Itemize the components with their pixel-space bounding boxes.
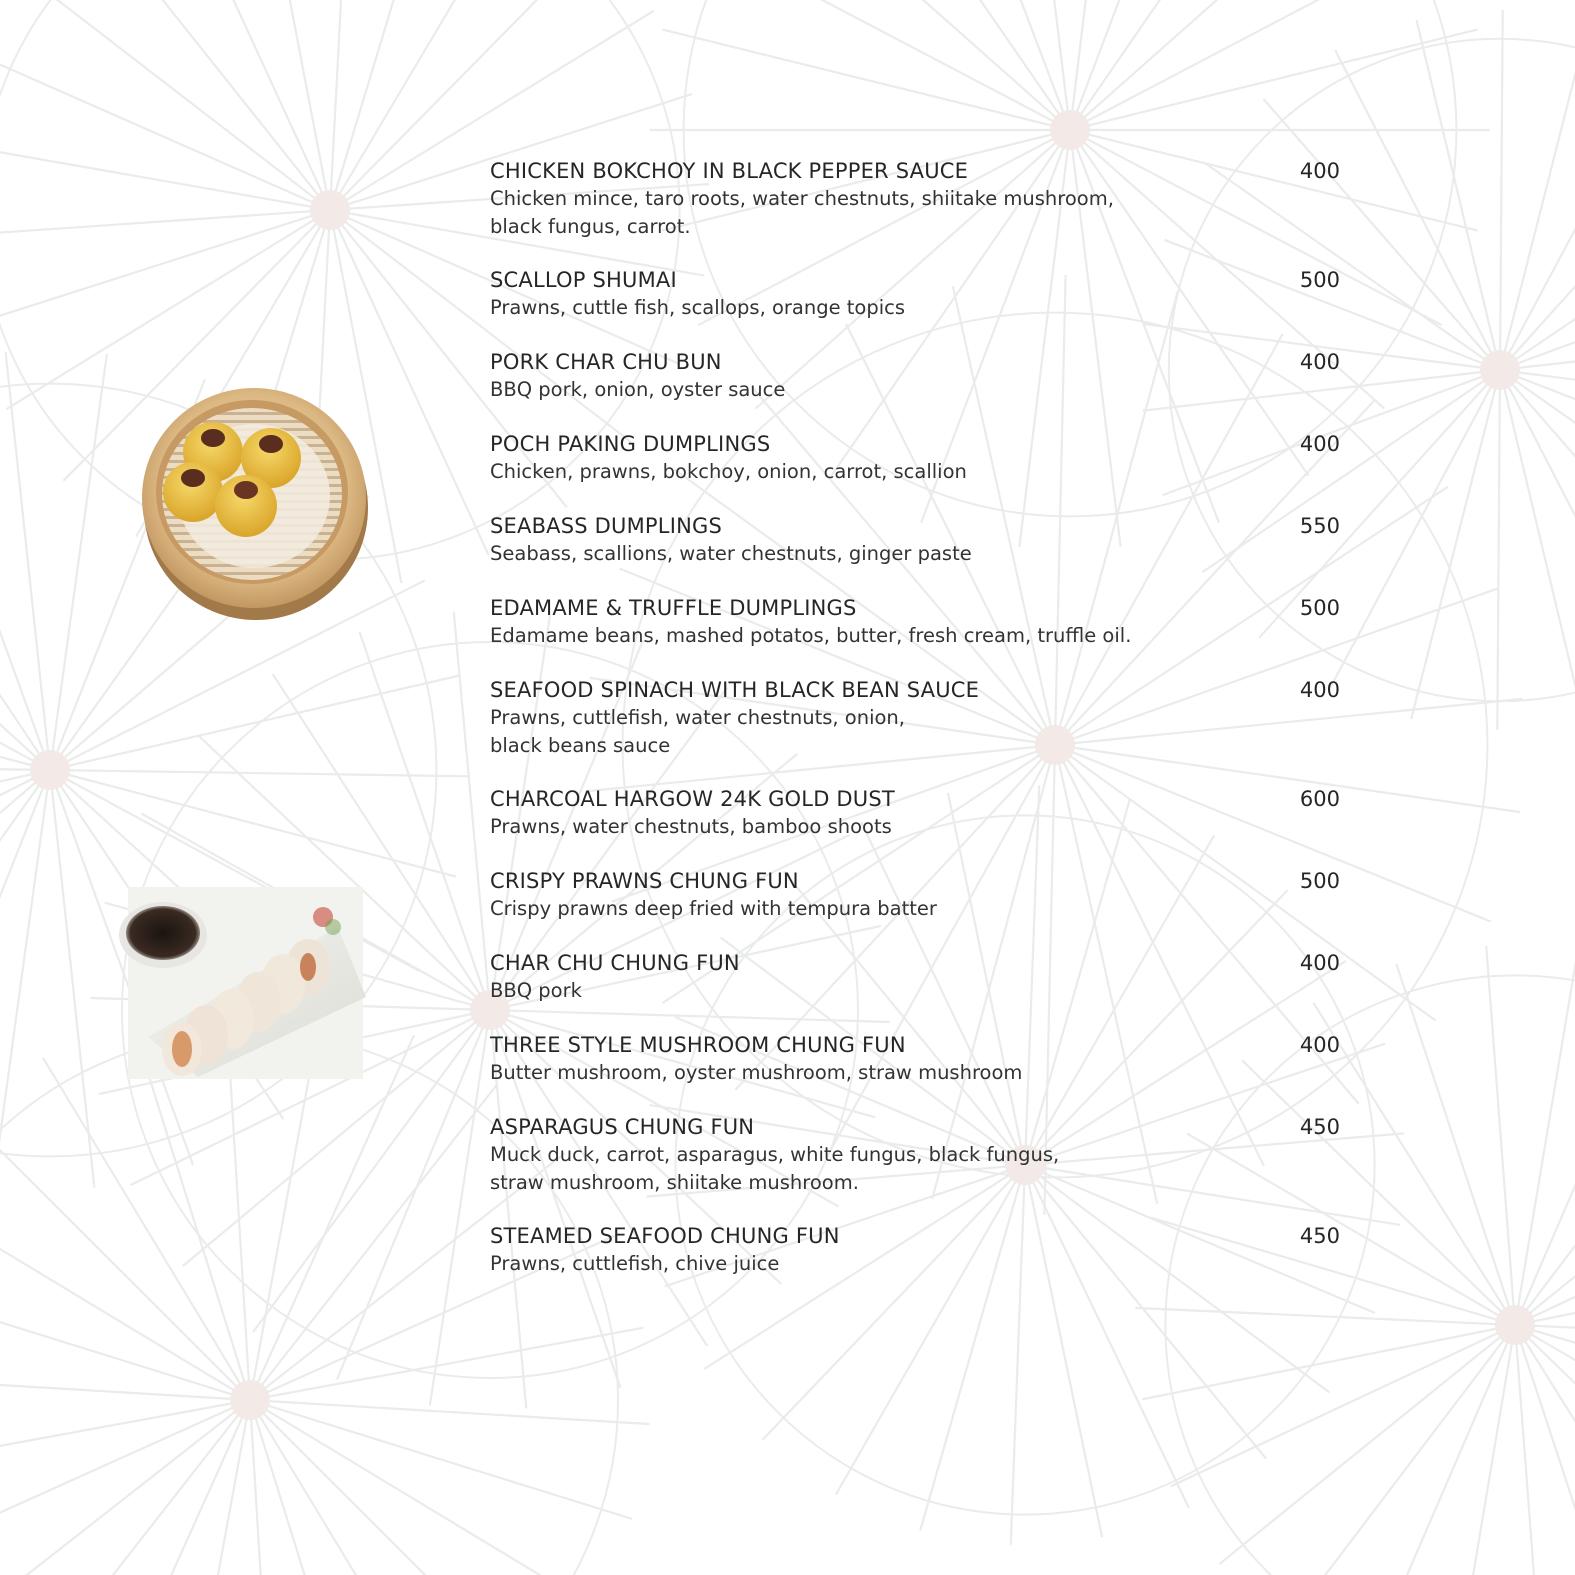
pattern-spoke bbox=[359, 632, 490, 1010]
pattern-spoke bbox=[250, 1400, 632, 1519]
pattern-spoke bbox=[662, 29, 1070, 130]
pattern-spoke bbox=[430, 1010, 490, 1405]
pattern-spoke bbox=[1500, 370, 1575, 641]
item-name: CHAR CHU CHUNG FUN bbox=[490, 951, 740, 975]
pattern-spoke bbox=[3, 1400, 250, 1575]
pattern-spoke bbox=[0, 1400, 250, 1575]
menu-item bbox=[490, 512, 1350, 568]
pattern-spoke bbox=[29, 0, 330, 210]
item-description: Crispy prawns deep fried with tempura batter bbox=[490, 897, 937, 920]
pattern-spoke bbox=[250, 1400, 274, 1575]
item-price: 400 bbox=[1299, 432, 1340, 456]
menu-item bbox=[490, 785, 1350, 841]
item-name: STEAMED SEAFOOD CHUNG FUN bbox=[490, 1224, 840, 1248]
item-name: EDAMAME & TRUFFLE DUMPLINGS bbox=[490, 596, 857, 620]
menu-item bbox=[490, 949, 1350, 1005]
item-name: PORK CHAR CHU BUN bbox=[490, 350, 722, 374]
pattern-spoke bbox=[1515, 1022, 1575, 1325]
item-name: POCH PAKING DUMPLINGS bbox=[490, 432, 771, 456]
pattern-spoke bbox=[0, 1193, 250, 1400]
item-price: 400 bbox=[1299, 1033, 1340, 1057]
pattern-spoke bbox=[50, 676, 459, 770]
item-price: 500 bbox=[1299, 268, 1340, 292]
item-description: Seabass, scallions, water chestnuts, ginger paste bbox=[490, 542, 972, 565]
pattern-spoke bbox=[1500, 21, 1575, 370]
pattern-spoke bbox=[1500, 168, 1575, 370]
pattern-spoke bbox=[50, 354, 107, 770]
pattern-spoke bbox=[0, 210, 330, 236]
menu-item bbox=[490, 1113, 1350, 1196]
item-price: 400 bbox=[1299, 350, 1340, 374]
pattern-spoke bbox=[250, 1400, 369, 1575]
item-name: SEABASS DUMPLINGS bbox=[490, 514, 723, 538]
pattern-spoke bbox=[330, 210, 631, 442]
item-description: Chicken mince, taro roots, water chestnuts, shiitake mushroom, black fungus, carrot. bbox=[490, 187, 1114, 238]
pattern-hub bbox=[30, 750, 70, 790]
item-price: 400 bbox=[1299, 159, 1340, 183]
menu-item bbox=[490, 430, 1350, 486]
menu-item bbox=[490, 1222, 1350, 1278]
pattern-spoke bbox=[1025, 1165, 1189, 1508]
pattern-spoke bbox=[1486, 946, 1515, 1325]
pattern-spoke bbox=[1364, 1325, 1515, 1575]
item-description: Prawns, cuttle fish, scallops, orange topics bbox=[490, 296, 906, 319]
item-price: 550 bbox=[1299, 514, 1340, 538]
item-name: SEAFOOD SPINACH WITH BLACK BEAN SAUCE bbox=[490, 678, 980, 702]
menu-item bbox=[490, 348, 1350, 404]
pattern-spoke bbox=[0, 1117, 250, 1400]
pattern-spoke bbox=[0, 1400, 250, 1472]
menu-item bbox=[490, 867, 1350, 923]
item-description: Butter mushroom, oyster mushroom, straw mushroom bbox=[490, 1061, 1023, 1084]
pattern-spoke bbox=[1070, 29, 1478, 130]
pattern-spoke bbox=[250, 1328, 643, 1400]
pattern-spoke bbox=[1515, 950, 1575, 1325]
shumai-steamer-photo bbox=[138, 380, 368, 625]
pattern-spoke bbox=[0, 210, 330, 326]
pattern-hub bbox=[1050, 110, 1090, 150]
pattern-spoke bbox=[0, 144, 330, 210]
pattern-spoke bbox=[259, 0, 330, 210]
pattern-spoke bbox=[1500, 370, 1575, 577]
pattern-spoke bbox=[0, 770, 50, 960]
pattern-spoke bbox=[1025, 1165, 1329, 1392]
pattern-spoke bbox=[0, 375, 50, 770]
pattern-spoke bbox=[250, 1035, 414, 1400]
pattern-spoke bbox=[0, 421, 50, 770]
item-price: 450 bbox=[1299, 1224, 1340, 1248]
item-description: Edamame beans, mashed potatos, butter, fresh cream, truffle oil. bbox=[490, 624, 1132, 647]
pattern-spoke bbox=[1220, 1325, 1515, 1564]
pattern-spoke bbox=[1142, 1325, 1515, 1399]
item-description: BBQ pork bbox=[490, 979, 582, 1002]
pattern-spoke bbox=[454, 612, 490, 1010]
pattern-spoke bbox=[250, 1085, 497, 1400]
item-description: Muck duck, carrot, asparagus, white fungus, black fungus, straw mushroom, shiitake mushroom. bbox=[490, 1143, 1060, 1194]
item-name: ASPARAGUS CHUNG FUN bbox=[490, 1115, 755, 1139]
item-price: 400 bbox=[1299, 951, 1340, 975]
item-price: 450 bbox=[1299, 1115, 1340, 1139]
pattern-spoke bbox=[1500, 10, 1503, 370]
menu-item bbox=[490, 266, 1350, 322]
pattern-spoke bbox=[250, 1400, 457, 1575]
pattern-spoke bbox=[0, 1281, 250, 1400]
menu-item bbox=[490, 594, 1350, 650]
pattern-spoke bbox=[1396, 964, 1515, 1325]
menu-item bbox=[490, 157, 1350, 240]
pattern-hub bbox=[1480, 350, 1520, 390]
pattern-spoke bbox=[1285, 1325, 1515, 1575]
pattern-spoke bbox=[330, 0, 440, 210]
pattern-spoke bbox=[0, 569, 50, 770]
item-description: BBQ pork, onion, oyster sauce bbox=[490, 378, 786, 401]
pattern-spoke bbox=[836, 1165, 1025, 1495]
pattern-spoke bbox=[1500, 370, 1575, 720]
item-price: 600 bbox=[1299, 787, 1340, 811]
item-name: SCALLOP SHUMAI bbox=[490, 268, 677, 292]
menu-item bbox=[490, 676, 1350, 759]
pattern-spoke bbox=[1070, 0, 1442, 130]
pattern-spoke bbox=[43, 1058, 250, 1400]
pattern-spoke bbox=[0, 57, 330, 210]
item-name: CHARCOAL HARGOW 24K GOLD DUST bbox=[490, 787, 895, 811]
menu-item bbox=[490, 1031, 1350, 1087]
item-price: 400 bbox=[1299, 678, 1340, 702]
item-price: 500 bbox=[1299, 596, 1340, 620]
pattern-spoke bbox=[1055, 275, 1066, 745]
rice-roll-photo bbox=[118, 887, 368, 1079]
pattern-spoke bbox=[698, 0, 1070, 130]
item-name: THREE STYLE MUSHROOM CHUNG FUN bbox=[490, 1033, 906, 1057]
pattern-spoke bbox=[93, 0, 330, 210]
item-description: Chicken, prawns, bokchoy, onion, carrot, scallion bbox=[490, 460, 967, 483]
item-name: CHICKEN BOKCHOY IN BLACK PEPPER SAUCE bbox=[490, 159, 969, 183]
pattern-spoke bbox=[1135, 1308, 1515, 1325]
item-description: Prawns, water chestnuts, bamboo shoots bbox=[490, 815, 892, 838]
pattern-spoke bbox=[1497, 370, 1500, 730]
item-price: 500 bbox=[1299, 869, 1340, 893]
pattern-hub bbox=[230, 1380, 270, 1420]
item-description: Prawns, cuttlefish, water chestnuts, onion, black beans sauce bbox=[490, 706, 905, 757]
item-description: Prawns, cuttlefish, chive juice bbox=[490, 1252, 780, 1275]
pattern-spoke bbox=[1025, 1165, 1102, 1537]
pattern-spoke bbox=[250, 1400, 649, 1424]
pattern-spoke bbox=[0, 770, 50, 1044]
item-name: CRISPY PRAWNS CHUNG FUN bbox=[490, 869, 799, 893]
pattern-hub bbox=[310, 190, 350, 230]
pattern-hub bbox=[1495, 1305, 1535, 1345]
pattern-spoke bbox=[250, 1400, 592, 1575]
